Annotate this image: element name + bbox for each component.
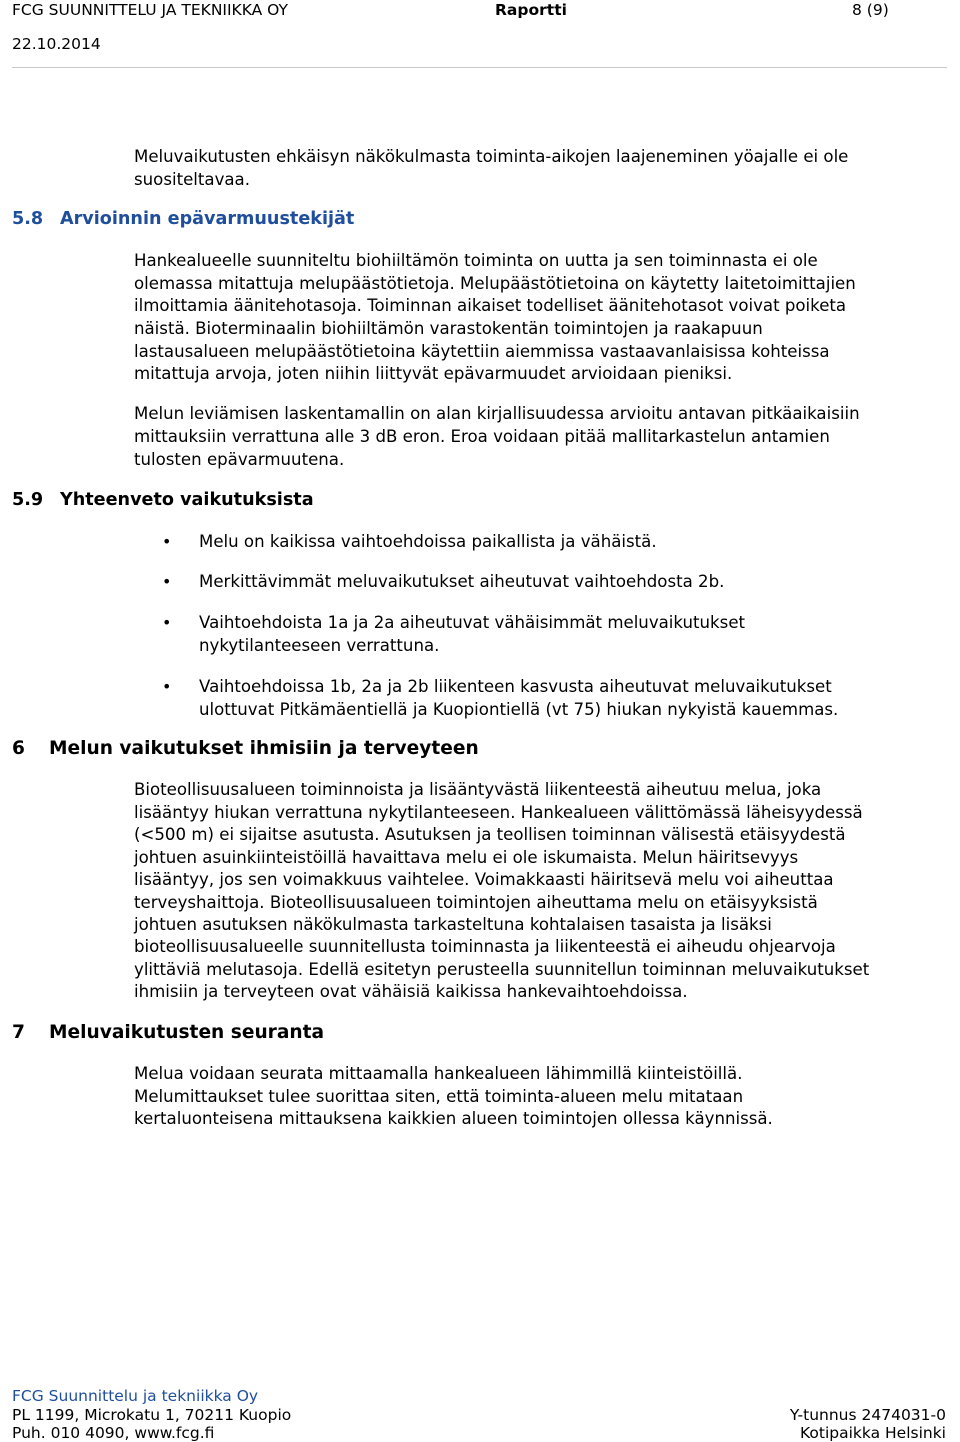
paragraph-line: Merkittävimmät meluvaikutukset aiheutuvat vaihtoehdosta 2b. — [199, 572, 725, 591]
section-number: 7 — [12, 1022, 25, 1043]
bullet-icon: • — [162, 677, 172, 696]
bullet-icon: • — [162, 532, 172, 551]
paragraph-line: lisääntyy, jos sen voimakkuus vaihtelee. Voimakkaasti häiritsevä melu voi aiheuttaa — [134, 870, 834, 889]
paragraph-line: Bioteollisuusalueen toiminnoista ja lisääntyvästä liikenteestä aiheutuu melua, joka — [134, 780, 822, 799]
section-heading-6 — [12, 737, 479, 761]
paragraph-line: Meluvaikutusten ehkäisyn näkökulmasta toiminta-aikojen laajeneminen yöajalle ei ole — [134, 147, 849, 166]
footer-address: PL 1199, Microkatu 1, 70211 Kuopio — [12, 1406, 292, 1424]
paragraph-line: Vaihtoehdoissa 1b, 2a ja 2b liikenteen kasvusta aiheutuvat meluvaikutukset — [199, 677, 832, 696]
section-number: 5.9 — [12, 490, 44, 510]
bullet-icon: • — [162, 572, 172, 591]
paragraph-line: suositeltavaa. — [134, 170, 251, 189]
section-title: Yhteenveto vaikutuksista — [60, 490, 314, 510]
paragraph-line: johtuen asuinkiinteistöillä havaittava melu ei ole iskumaista. Melun häiritsevyys — [134, 848, 799, 867]
paragraph-line: ulottuvat Pitkämäentiellä ja Kuopiontiellä (vt 75) hiukan nykyistä kauemmas. — [199, 700, 839, 719]
header-company: FCG SUUNNITTELU JA TEKNIIKKA OY — [12, 1, 288, 19]
section-number: 5.8 — [12, 209, 44, 229]
header-page-number: 8 (9) — [852, 1, 889, 19]
paragraph-line: Hankealueelle suunniteltu biohiiltämön toiminta on uutta ja sen toiminnasta ei ole — [134, 251, 818, 270]
section-title: Melun vaikutukset ihmisiin ja terveyteen — [49, 738, 479, 759]
section-heading-5-8 — [12, 207, 354, 231]
paragraph-line: tulosten epävarmuutena. — [134, 450, 345, 469]
header-date: 22.10.2014 — [12, 35, 101, 53]
paragraph-line: lastausalueen melupäästötietoina käytettiin aiemmissa vastaavanlaisissa kohteissa — [134, 342, 830, 361]
paragraph-line: Melun leviämisen laskentamallin on alan kirjallisuudessa arvioitu antavan pitkäaikaisiin — [134, 404, 860, 423]
paragraph-line: terveyshaittoja. Bioteollisuusalueen toimintojen aiheuttama melu on etäisyyksistä — [134, 893, 818, 912]
footer-company: FCG Suunnittelu ja tekniikka Oy — [12, 1387, 259, 1405]
footer-contact: Puh. 010 4090, www.fcg.fi — [12, 1424, 215, 1442]
section-title: Meluvaikutusten seuranta — [49, 1022, 325, 1043]
paragraph-line: kertaluonteisena mittauksena kaikkien alueen toimintojen ollessa käynnissä. — [134, 1109, 773, 1128]
paragraph-line: Vaihtoehdoista 1a ja 2a aiheutuvat vähäisimmät meluvaikutukset — [199, 613, 746, 632]
section-heading-5-9 — [12, 488, 314, 512]
paragraph-line: ihmisiin ja terveyteen ovat vähäisiä kaikissa hankevaihtoehdoissa. — [134, 982, 688, 1001]
footer-domicile: Kotipaikka Helsinki — [800, 1424, 946, 1442]
paragraph-line: (<500 m) ei sijaitse asutusta. Asutuksen ja teollisen toiminnan välisestä etäisyydestä — [134, 825, 846, 844]
header-report-label: Raportti — [495, 1, 567, 19]
paragraph-line: nykytilanteeseen verrattuna. — [199, 636, 440, 655]
paragraph-line: näistä. Bioterminaalin biohiiltämön varastokentän toimintojen ja raakapuun — [134, 319, 763, 338]
paragraph-line: Melumittaukset tulee suorittaa siten, että toiminta-alueen melu mitataan — [134, 1087, 744, 1106]
section-number: 6 — [12, 738, 25, 759]
bullet-icon: • — [162, 613, 172, 632]
paragraph-line: mittauksiin verrattuna alle 3 dB eron. Eroa voidaan pitää mallitarkastelun antamien — [134, 427, 830, 446]
paragraph-line: olemassa mitattuja melupäästötietoja. Melupäästötietoina on käytetty laitetoimittajien — [134, 274, 856, 293]
paragraph-line: bioteollisuusalueelle suunnitellusta toiminnasta ja liikenteestä ei aiheudu ohjearvoja — [134, 937, 836, 956]
paragraph-line: Melu on kaikissa vaihtoehdoissa paikallista ja vähäistä. — [199, 532, 657, 551]
paragraph-line: Melua voidaan seurata mittaamalla hankealueen lähimmillä kiinteistöillä. — [134, 1064, 743, 1083]
paragraph-line: lisääntyy hiukan verrattuna nykytilanteeseen. Hankealueen välittömässä läheisyydessä — [134, 803, 863, 822]
section-title: Arvioinnin epävarmuustekijät — [60, 209, 355, 229]
paragraph-line: johtuen asutuksen näkökulmasta tarkasteltuna kohtalaisen tasaista ja lisäksi — [134, 915, 772, 934]
paragraph-line: mitattuja arvoja, joten niihin liittyvät epävarmuudet arvioidaan pieniksi. — [134, 364, 733, 383]
paragraph-line: ilmoittamia äänitehotasoja. Toiminnan aikaiset todelliset äänitehotasot voivat poiketa — [134, 296, 847, 315]
footer-business-id: Y-tunnus 2474031-0 — [789, 1406, 946, 1424]
header-divider — [12, 67, 947, 68]
section-heading-7 — [12, 1021, 324, 1045]
paragraph-line: ylittäviä melutasoja. Edellä esitetyn perusteella suunnitellun toiminnan meluvaikutukset — [134, 960, 870, 979]
